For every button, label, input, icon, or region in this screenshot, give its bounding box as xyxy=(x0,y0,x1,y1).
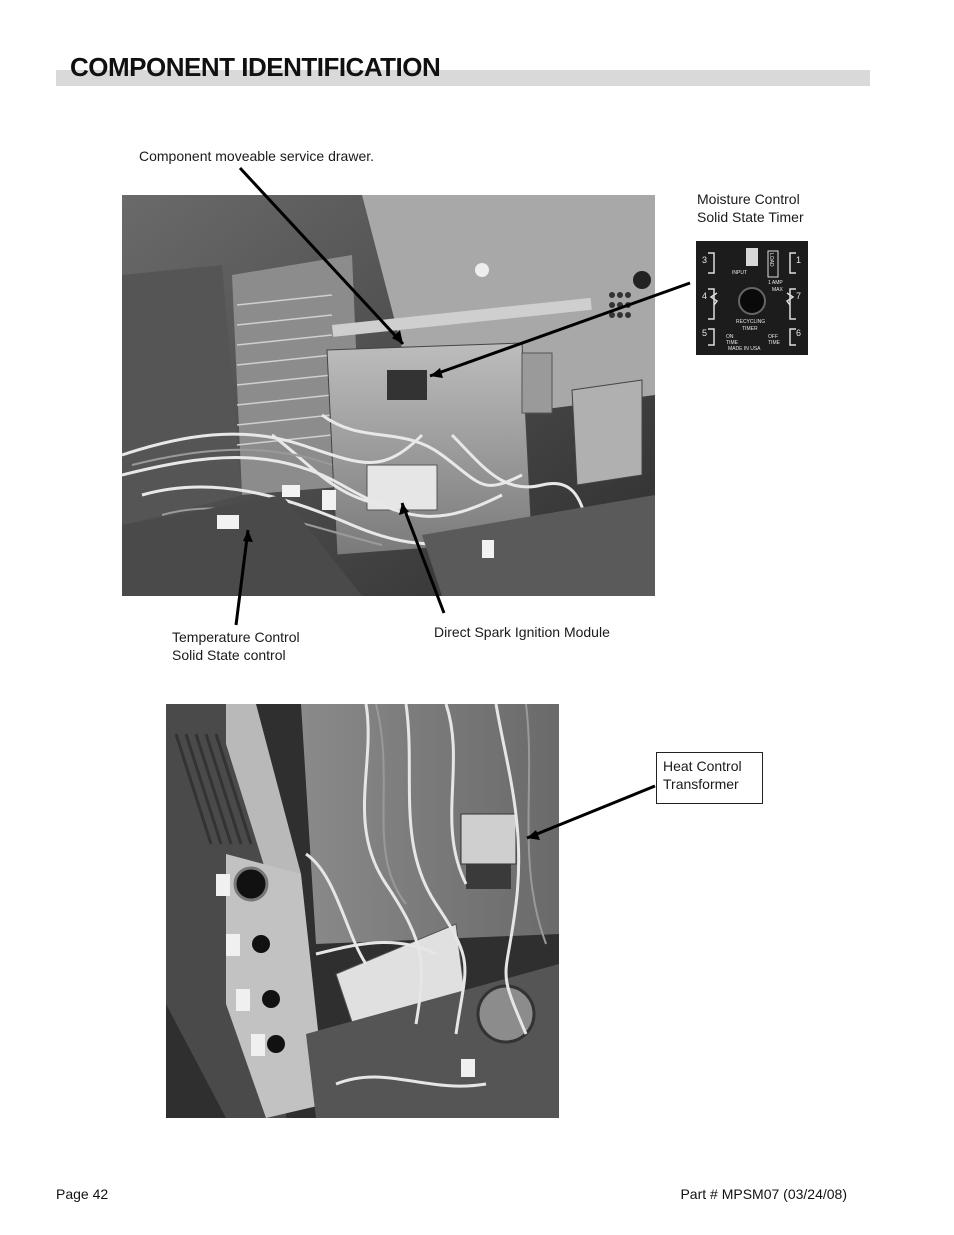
footer-page-number: Page 42 xyxy=(56,1186,109,1202)
label-temperature-line1: Temperature Control xyxy=(172,629,300,645)
label-heat-transformer xyxy=(656,752,763,804)
timer-terminal-7: 7 xyxy=(796,291,802,301)
timer-terminal-3: 3 xyxy=(702,255,708,265)
label-service-drawer: Component moveable service drawer. xyxy=(139,148,375,164)
timer-made-in: MADE IN USA xyxy=(728,346,761,352)
timer-terminal-5: 5 xyxy=(702,328,708,338)
label-spark-ignition: Direct Spark Ignition Module xyxy=(434,624,610,640)
label-temperature-control xyxy=(172,628,300,664)
timer-recycling: RECYCLING xyxy=(736,319,766,325)
photo-oven-components xyxy=(122,195,655,596)
timer-max: MAX xyxy=(772,287,783,293)
footer-part-number: Part # MPSM07 (03/24/08) xyxy=(680,1186,847,1202)
timer-off-time: OFF TIME xyxy=(768,334,780,346)
photo-heat-transformer xyxy=(166,704,559,1118)
timer-terminal-4: 4 xyxy=(702,291,708,301)
page-title: COMPONENT IDENTIFICATION xyxy=(70,52,441,82)
label-heat-line2: Transformer xyxy=(663,776,739,792)
label-heat-line1: Heat Control xyxy=(663,758,742,774)
timer-load: LOAD xyxy=(768,253,774,267)
timer-on-time: ON TIME xyxy=(726,334,738,346)
timer-terminal-6: 6 xyxy=(796,328,802,338)
timer-timer: TIMER xyxy=(742,326,758,332)
timer-input: INPUT xyxy=(732,270,747,276)
label-moisture-control xyxy=(697,190,804,226)
photo-moisture-timer xyxy=(696,241,808,355)
timer-amp: 1 AMP xyxy=(768,280,783,286)
label-moisture-line2: Solid State Timer xyxy=(697,209,804,225)
label-temperature-line2: Solid State control xyxy=(172,647,286,663)
label-moisture-line1: Moisture Control xyxy=(697,191,800,207)
timer-terminal-1: 1 xyxy=(796,255,802,265)
